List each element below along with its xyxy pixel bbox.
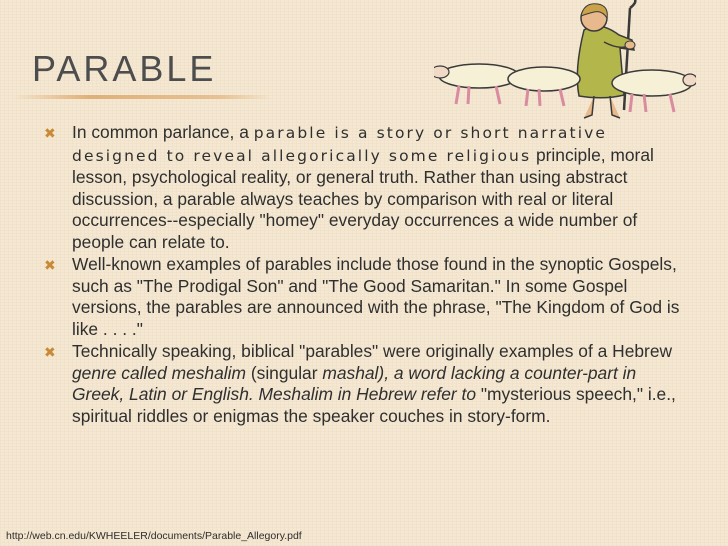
bullet-item [40, 122, 690, 253]
italic-run: mashal), a word lacking a counter-part in Greek, Latin or English. Meshalim in Hebrew refer to [72, 362, 637, 404]
italic-run: genre called meshalim [72, 362, 246, 383]
shepherd-with-sheep-icon [434, 0, 696, 125]
slide-title: PARABLE [32, 48, 217, 89]
text-run: Technically speaking, biblical "parables" were originally examples of a Hebrew [72, 341, 673, 361]
bullet-text [72, 254, 679, 339]
emphasis-run: parable is a story or short narrative designed to reveal allegorically some religious [72, 124, 608, 165]
text-run: Well-known examples of parables include those found in the synoptic Gospels, such as "The Prodigal Son" and "The Good Samaritan." In some Gospel versions, the parables are announced with the phrase, "The Kingdom of God is like . . . ." [72, 254, 680, 339]
bullet-item [40, 341, 690, 427]
text-run: (singular [246, 362, 323, 383]
x-bullet-icon: ✖ [44, 125, 56, 141]
bullet-text [72, 122, 654, 252]
title-underline [12, 95, 272, 99]
text-run: "mysterious speech," i.e., spiritual riddles or enigmas the speaker couches in story-form. [72, 384, 676, 426]
bullet-item [40, 254, 690, 340]
source-link[interactable]: http://web.cn.edu/KWHEELER/documents/Parable_Allegory.pdf [6, 530, 302, 542]
x-bullet-icon: ✖ [44, 344, 56, 360]
bullet-text [72, 341, 676, 426]
text-run: In common parlance, a [72, 122, 254, 142]
bullet-list [40, 122, 690, 428]
x-bullet-icon: ✖ [44, 257, 56, 273]
text-run: principle, moral lesson, psychological reality, or general truth. Rather than using abstract discussion, a parable always teaches by comparison with real or literal occurrences--especially "homey" everyday occurrences a wide number of people can relate to. [72, 144, 654, 252]
